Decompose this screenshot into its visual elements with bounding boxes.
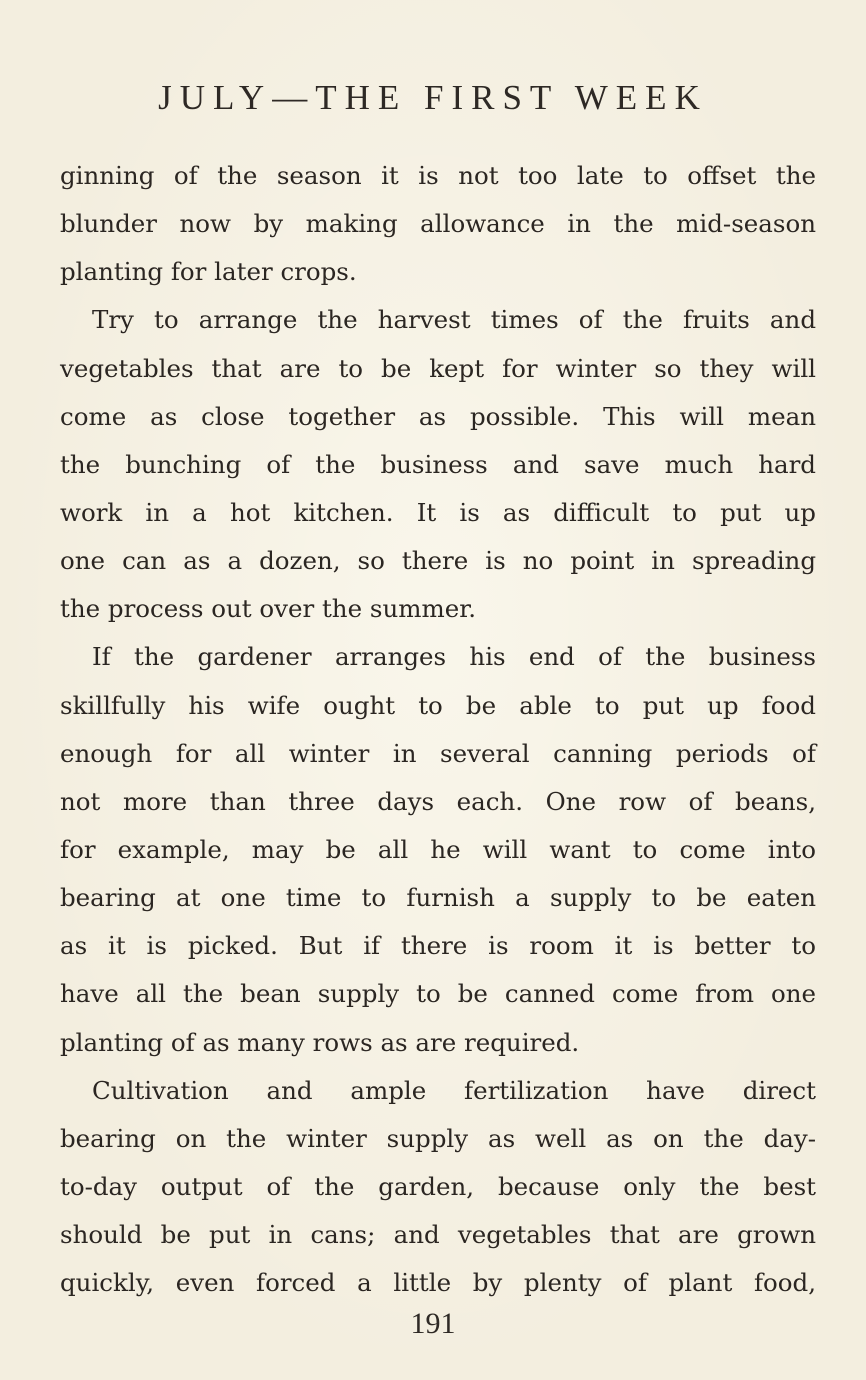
text-line: one can as a dozen, so there is no point in spreading (60, 546, 816, 576)
text-line: If the gardener arranges his end of the business (92, 642, 816, 672)
body-text (60, 152, 816, 1307)
running-head: JULY—THE FIRST WEEK (158, 78, 708, 117)
text-line: planting of as many rows as are required. (60, 1027, 580, 1057)
text-line: work in a hot kitchen. It is as difficult to put up (60, 497, 816, 527)
text-line: planting for later crops. (60, 257, 357, 287)
text-line: not more than three days each. One row of beans, (60, 786, 816, 816)
text-line: have all the bean supply to be canned come from one (60, 979, 816, 1009)
text-line: come as close together as possible. This will mean (60, 401, 816, 431)
text-line: blunder now by making allowance in the mid-season (60, 209, 816, 239)
text-line: the bunching of the business and save much hard (60, 449, 816, 479)
text-line: bearing at one time to furnish a supply to be eaten (60, 883, 816, 913)
text-line: Cultivation and ample fertilization have direct (92, 1075, 816, 1105)
text-line: enough for all winter in several canning periods of (60, 738, 816, 768)
text-line: to-day output of the garden, because only the best (60, 1171, 816, 1201)
text-line: the process out over the summer. (60, 594, 476, 624)
text-line: vegetables that are to be kept for winter so they will (60, 353, 816, 383)
text-line: bearing on the winter supply as well as on the day- (60, 1123, 816, 1153)
text-line: Try to arrange the harvest times of the fruits and (92, 305, 816, 335)
text-line: skillfully his wife ought to be able to put up food (60, 690, 816, 720)
text-line: as it is picked. But if there is room it is better to (60, 931, 816, 961)
text-line: should be put in cans; and vegetables that are grown (60, 1220, 816, 1250)
text-line: for example, may be all he will want to come into (60, 834, 816, 864)
text-line: quickly, even forced a little by plenty of plant food, (60, 1268, 816, 1298)
text-line: ginning of the season it is not too late to offset the (60, 161, 816, 190)
page-number: 191 (410, 1307, 456, 1340)
